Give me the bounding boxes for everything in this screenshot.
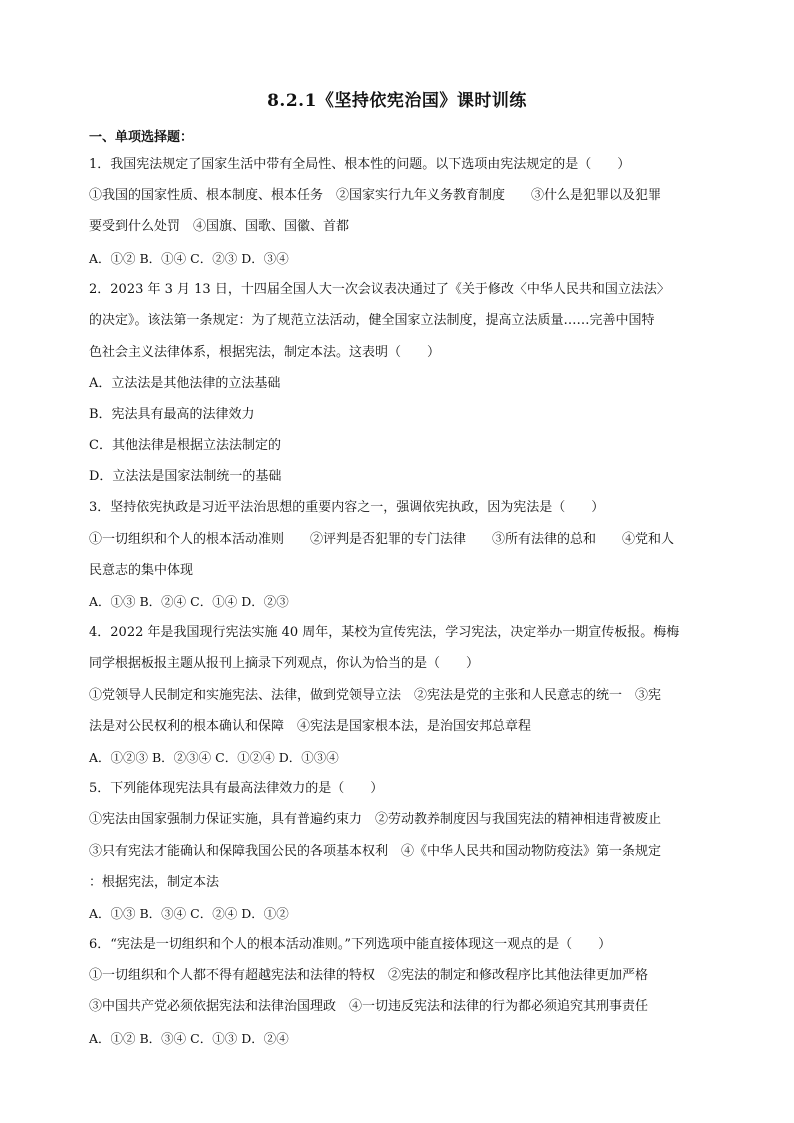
- q4-stem-line-2: 同学根据板报主题从报刊上摘录下列观点，你认为恰当的是（ ）: [89, 656, 480, 671]
- q2-stem-line-1: 2．2023 年 3 月 13 日，十四届全国人大一次会议表决通过了《关于修改〈中华人民共和国立法法〉: [89, 282, 670, 297]
- q3-statements-line-2: 民意志的集中体现: [89, 563, 194, 578]
- q1-statements-line-2: 要受到什么处罚 ④国旗、国歌、国徽、首都: [89, 219, 350, 234]
- q1-statements-line-1: ①我国的国家性质、根本制度、根本任务 ②国家实行九年义务教育制度 ③什么是犯罪以及犯罪: [89, 188, 662, 203]
- q4-options: A．①②③ B．②③④ C．①②④ D．①③④: [89, 750, 339, 765]
- q2-stem-line-2: 的决定》。该法第一条规定：为了规范立法活动，健全国家立法制度，提高立法质量……完善中国特: [89, 313, 655, 328]
- q1-stem: 1．我国宪法规定了国家生活中带有全局性、根本性的问题。以下选项由宪法规定的是（ ）: [89, 157, 631, 172]
- q5-options: A．①③ B．③④ C．②④ D．①②: [89, 906, 289, 921]
- q5-statements-line-3: ：根据宪法，制定本法: [89, 875, 220, 890]
- q1-options: A．①② B．①④ C．②③ D．③④: [89, 251, 289, 266]
- document-title: 8.2.1《坚持依宪治国》课时训练: [267, 91, 527, 111]
- q3-statements-line-1: ①一切组织和个人的根本活动准则 ②评判是否犯罪的专门法律 ③所有法律的总和 ④党和人: [89, 532, 675, 547]
- q4-statements-line-2: 法是对公民权利的根本确认和保障 ④宪法是国家根本法，是治国安邦总章程: [89, 719, 532, 734]
- q2-option-c: C．其他法律是根据立法法制定的: [89, 438, 281, 453]
- q6-stem: 6．“宪法是一切组织和个人的根本活动准则。”下列选项中能直接体现这一观点的是（ ）: [89, 937, 612, 952]
- q6-statements-line-2: ③中国共产党必须依据宪法和法律治国理政 ④一切违反宪法和法律的行为都必须追究其刑事责任: [89, 999, 649, 1014]
- q4-stem-line-1: 4．2022 年是我国现行宪法实施 40 周年，某校为宣传宪法，学习宪法，决定举办一期宣传板报。梅梅: [89, 625, 680, 640]
- q2-stem-line-3: 色社会主义法律体系，根据宪法，制定本法。这表明（ ）: [89, 345, 441, 360]
- q3-stem: 3．坚持依宪执政是习近平法治思想的重要内容之一，强调依宪执政，因为宪法是（ ）: [89, 500, 605, 515]
- q6-options: A．①② B．③④ C．①③ D．②④: [89, 1031, 289, 1046]
- q3-options: A．①③ B．②④ C．①④ D．②③: [89, 594, 289, 609]
- q5-stem: 5．下列能体现宪法具有最高法律效力的是（ ）: [89, 781, 384, 796]
- q5-statements-line-2: ③只有宪法才能确认和保障我国公民的各项基本权利 ④《中华人民共和国动物防疫法》第一条规定: [89, 844, 662, 859]
- q2-option-a: A．立法法是其他法律的立法基础: [89, 376, 281, 391]
- section-heading: 一、单项选择题：: [89, 130, 194, 145]
- q4-statements-line-1: ①党领导人民制定和实施宪法、法律，做到党领导立法 ②宪法是党的主张和人民意志的统一 ③宪: [89, 688, 662, 703]
- q2-option-d: D．立法法是国家法制统一的基础: [89, 469, 282, 484]
- q2-option-b: B．宪法具有最高的法律效力: [89, 407, 255, 422]
- q5-statements-line-1: ①宪法由国家强制力保证实施，具有普遍约束力 ②劳动教养制度因与我国宪法的精神相违背被废止: [89, 812, 662, 827]
- q6-statements-line-1: ①一切组织和个人都不得有超越宪法和法律的特权 ②宪法的制定和修改程序比其他法律更加严格: [89, 968, 649, 983]
